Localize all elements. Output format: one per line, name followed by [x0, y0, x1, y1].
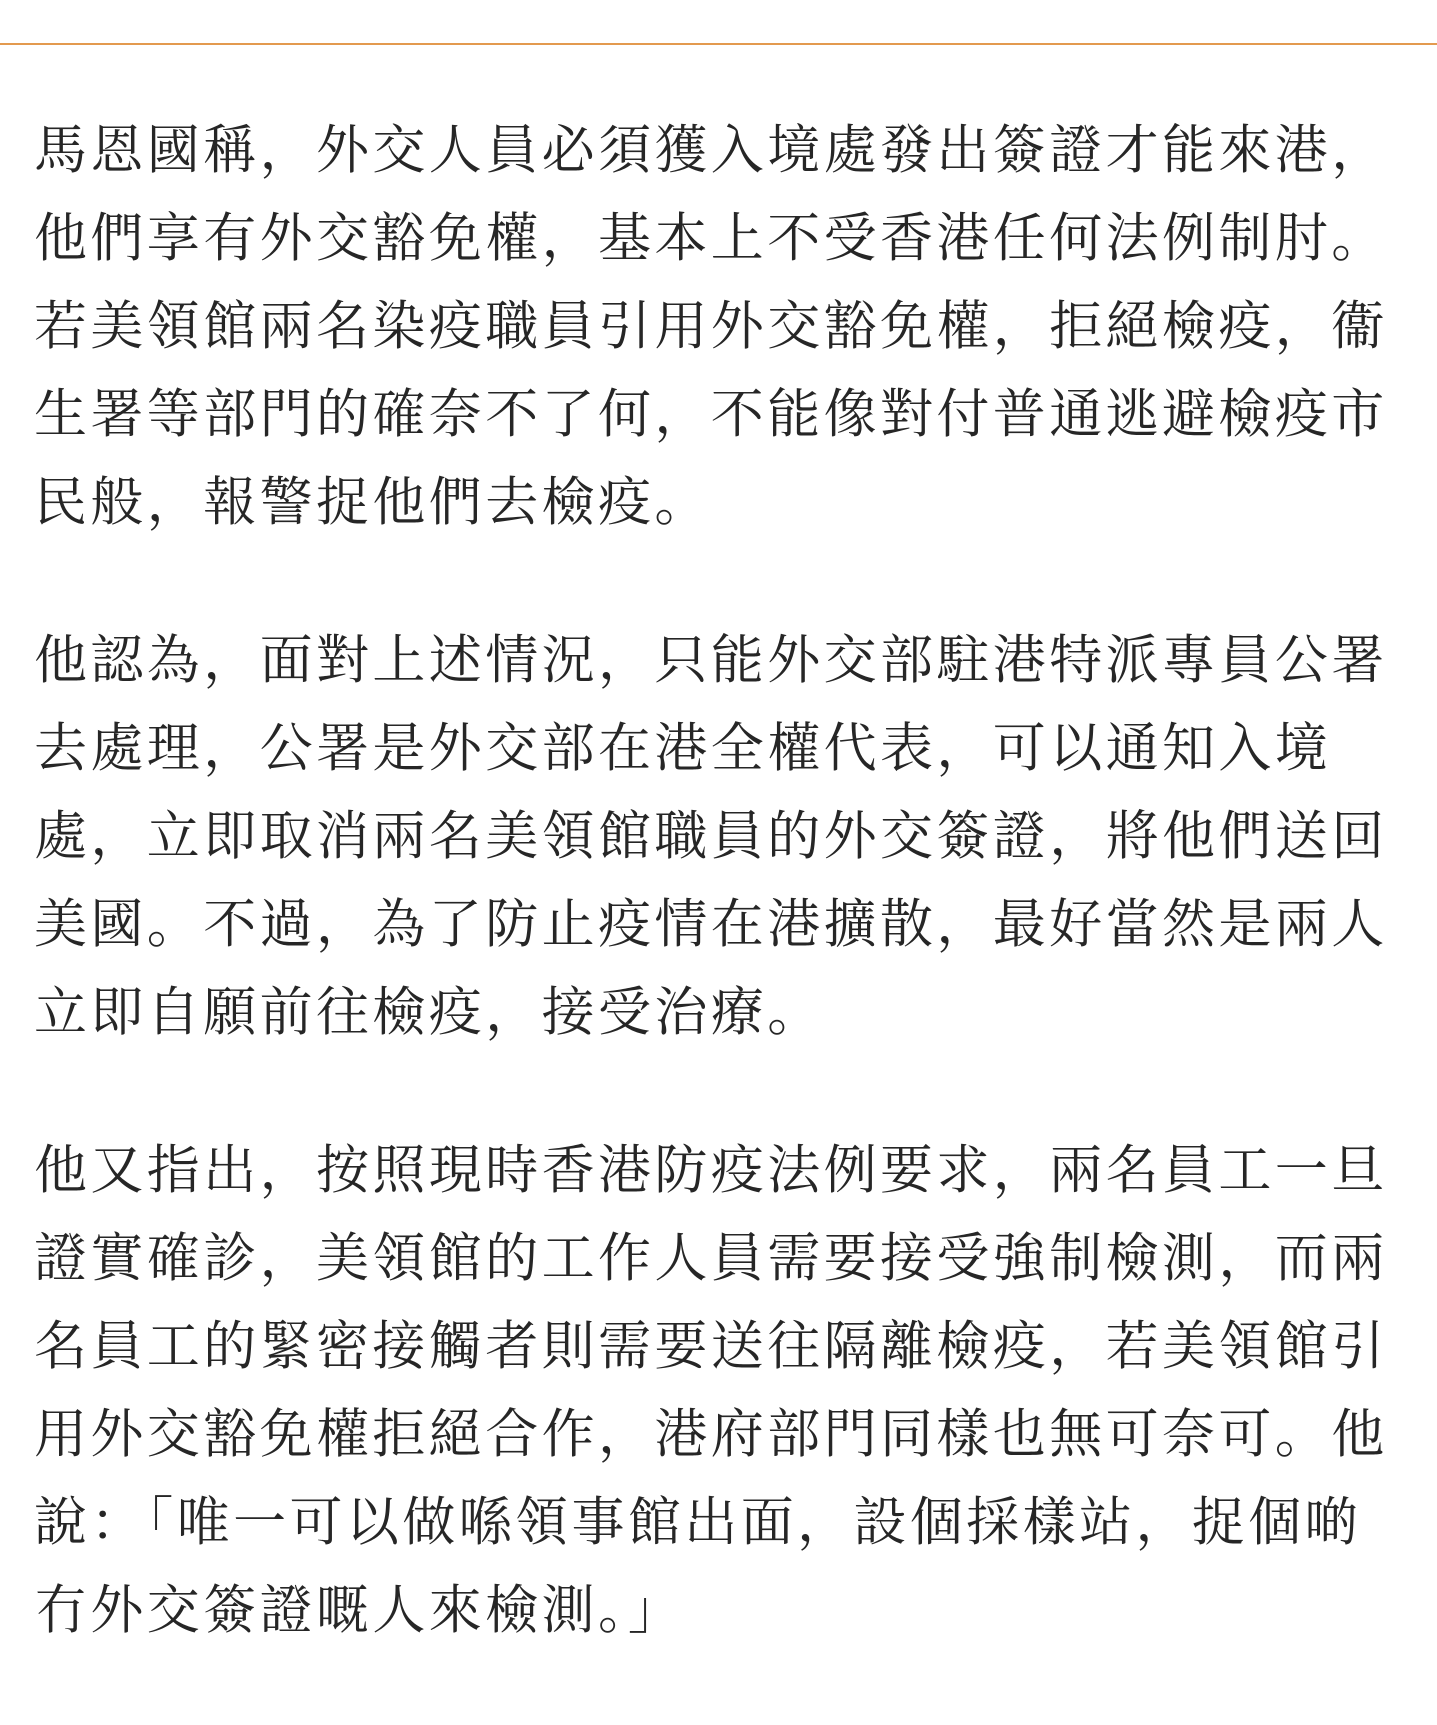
text-line: 馬恩國稱，外交人員必須獲入境處發出簽證才能來港， [34, 120, 1388, 181]
paragraph-2 [34, 617, 1404, 1057]
text-line: 冇外交簽證嘅人來檢測。」 [34, 1580, 685, 1641]
text-line: 他認為，面對上述情況，只能外交部駐港特派專員公署 [34, 630, 1388, 691]
paragraph-3 [34, 1127, 1404, 1655]
text-line: 生署等部門的確奈不了何，不能像對付普通逃避檢疫市 [34, 384, 1388, 445]
article-body [34, 107, 1404, 1725]
text-line: 美國。不過，為了防止疫情在港擴散，最好當然是兩人 [34, 894, 1388, 955]
text-line: 處，立即取消兩名美領館職員的外交簽證，將他們送回 [34, 806, 1388, 867]
text-line: 名員工的緊密接觸者則需要送往隔離檢疫，若美領館引 [34, 1316, 1388, 1377]
text-line: 用外交豁免權拒絕合作，港府部門同樣也無可奈可。他 [34, 1404, 1388, 1465]
text-line: 證實確診，美領館的工作人員需要接受強制檢測，而兩 [34, 1228, 1388, 1289]
paragraph-1 [34, 107, 1404, 547]
text-line: 他們享有外交豁免權，基本上不受香港任何法例制肘。 [34, 208, 1388, 269]
text-line: 說：「唯一可以做喺領事館出面，設個採樣站，捉個啲 [34, 1492, 1362, 1553]
text-line: 去處理，公署是外交部在港全權代表，可以通知入境 [34, 718, 1332, 779]
text-line: 立即自願前往檢疫，接受治療。 [34, 982, 824, 1043]
text-line: 民般，報警捉他們去檢疫。 [34, 472, 711, 533]
text-line: 若美領館兩名染疫職員引用外交豁免權，拒絕檢疫，衞 [34, 296, 1388, 357]
text-line: 他又指出，按照現時香港防疫法例要求，兩名員工一旦 [34, 1140, 1388, 1201]
header-divider [0, 0, 1437, 45]
